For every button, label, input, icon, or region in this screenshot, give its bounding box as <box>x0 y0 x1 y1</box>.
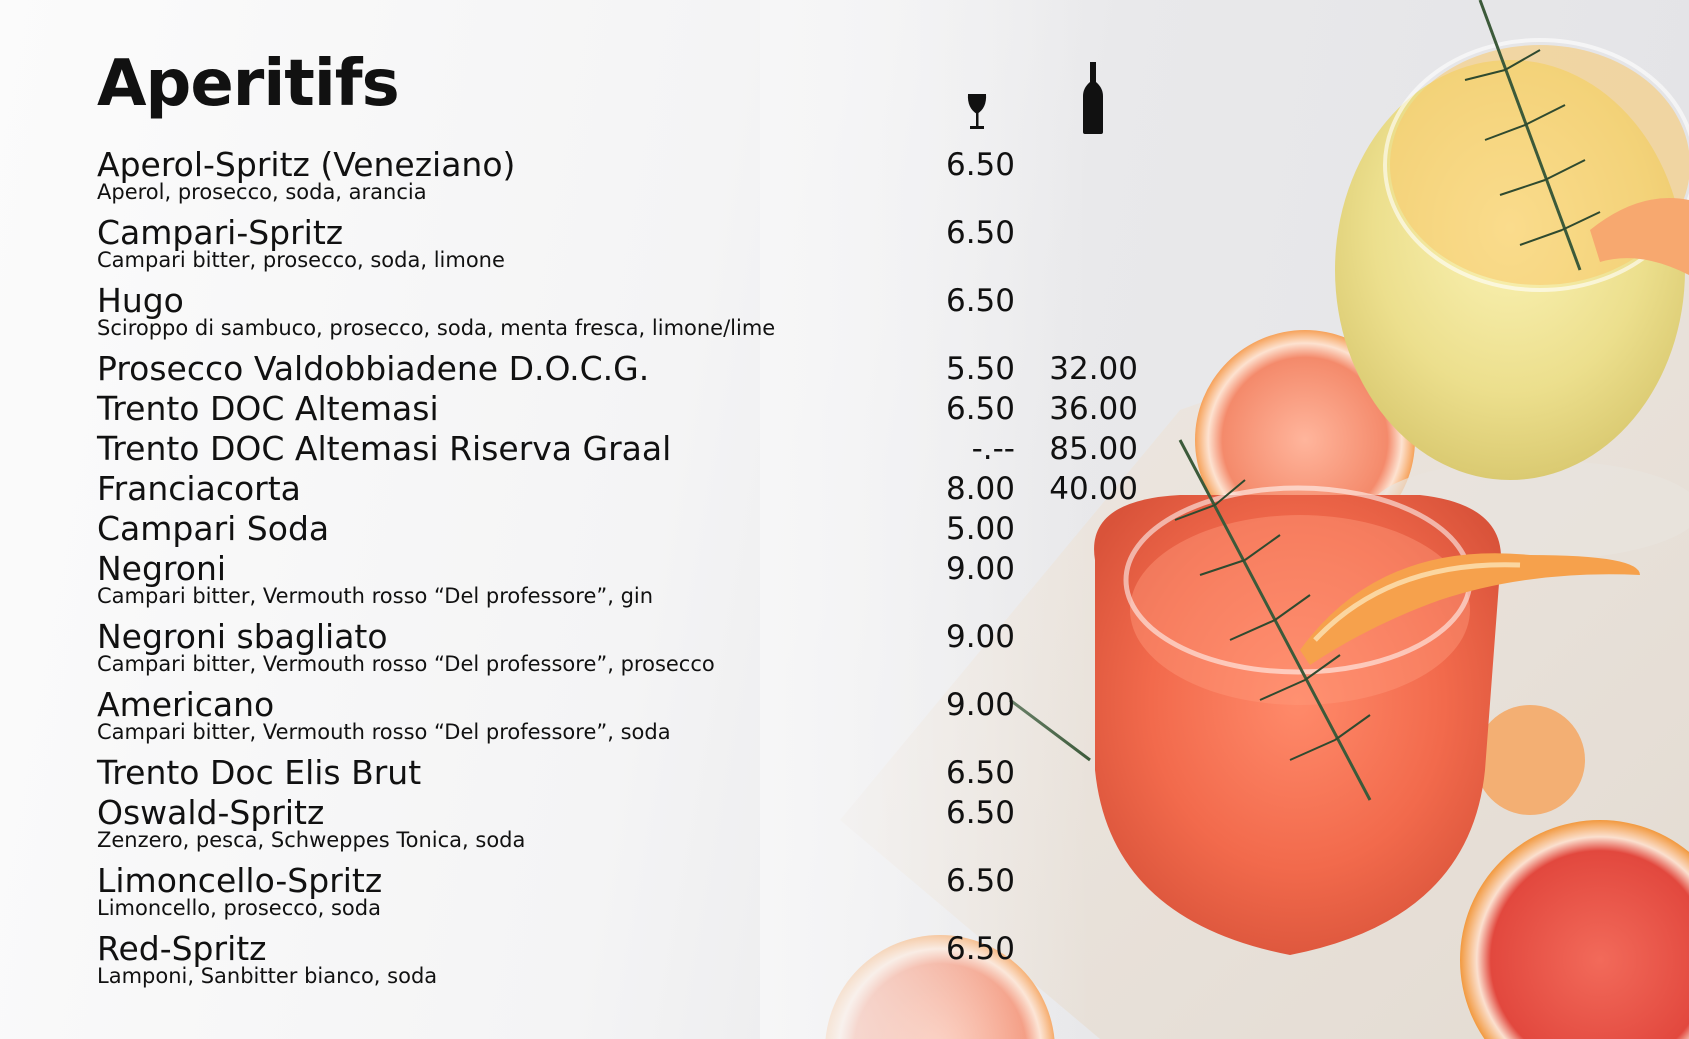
item-name: Negroni <box>97 549 227 588</box>
item-name: Aperol-Spritz (Veneziano) <box>97 145 516 184</box>
glass-price: 6.50 <box>945 863 1015 899</box>
item-description: Lamponi, Sanbitter bianco, soda <box>97 964 438 988</box>
menu-item <box>97 509 1137 549</box>
item-name: Oswald-Spritz <box>97 793 325 832</box>
item-name: Trento Doc Elis Brut <box>97 753 422 792</box>
glass-price: 9.00 <box>945 687 1015 723</box>
item-name: Limoncello-Spritz <box>97 861 383 900</box>
glass-price: 5.00 <box>945 511 1015 547</box>
glass-price: 6.50 <box>945 283 1015 319</box>
glass-price: 9.00 <box>945 619 1015 655</box>
page-title: Aperitifs <box>97 47 399 121</box>
menu-item <box>97 549 1137 609</box>
menu-item <box>97 861 1137 921</box>
item-name: Negroni sbagliato <box>97 617 388 656</box>
glass-price: 6.50 <box>945 215 1015 251</box>
menu-item <box>97 213 1137 273</box>
menu-item <box>97 753 1137 793</box>
menu-item <box>97 145 1137 205</box>
menu-item <box>97 429 1137 469</box>
menu-item <box>97 281 1137 341</box>
item-description: Zenzero, pesca, Schweppes Tonica, soda <box>97 828 526 852</box>
menu-item <box>97 469 1137 509</box>
menu-item <box>97 617 1137 677</box>
wine-glass-icon <box>966 92 988 132</box>
bottle-price: 36.00 <box>1049 391 1138 427</box>
menu-item <box>97 685 1137 745</box>
menu-item <box>97 929 1137 989</box>
item-description: Campari bitter, Vermouth rosso “Del professore”, gin <box>97 584 654 608</box>
glass-price: 5.50 <box>945 351 1015 387</box>
item-description: Limoncello, prosecco, soda <box>97 896 381 920</box>
item-description: Aperol, prosecco, soda, arancia <box>97 180 427 204</box>
glass-price: 6.50 <box>945 755 1015 791</box>
item-name: Franciacorta <box>97 469 301 508</box>
menu-item <box>97 349 1137 389</box>
item-description: Campari bitter, prosecco, soda, limone <box>97 248 505 272</box>
bottle-price: 85.00 <box>1049 431 1138 467</box>
item-name: Campari Soda <box>97 509 330 548</box>
menu-item <box>97 793 1137 853</box>
wine-bottle-icon <box>1082 62 1104 134</box>
glass-price: 6.50 <box>945 391 1015 427</box>
bottle-price: 40.00 <box>1049 471 1138 507</box>
menu-item <box>97 389 1137 429</box>
glass-price: 6.50 <box>945 795 1015 831</box>
item-name: Americano <box>97 685 275 724</box>
item-name: Campari-Spritz <box>97 213 344 252</box>
glass-price: -.-- <box>971 431 1015 467</box>
item-description: Campari bitter, Vermouth rosso “Del professore”, soda <box>97 720 671 744</box>
aperitif-list <box>97 145 1137 997</box>
glass-price: 6.50 <box>945 147 1015 183</box>
item-name: Hugo <box>97 281 184 320</box>
item-name: Trento DOC Altemasi Riserva Graal <box>97 429 672 468</box>
glass-price: 8.00 <box>945 471 1015 507</box>
item-name: Red-Spritz <box>97 929 267 968</box>
glass-price: 6.50 <box>945 931 1015 967</box>
item-name: Trento DOC Altemasi <box>97 389 439 428</box>
item-description: Sciroppo di sambuco, prosecco, soda, menta fresca, limone/lime <box>97 316 776 340</box>
glass-price: 9.00 <box>945 551 1015 587</box>
item-name: Prosecco Valdobbiadene D.O.C.G. <box>97 349 650 388</box>
bottle-price: 32.00 <box>1049 351 1138 387</box>
item-description: Campari bitter, Vermouth rosso “Del professore”, prosecco <box>97 652 715 676</box>
